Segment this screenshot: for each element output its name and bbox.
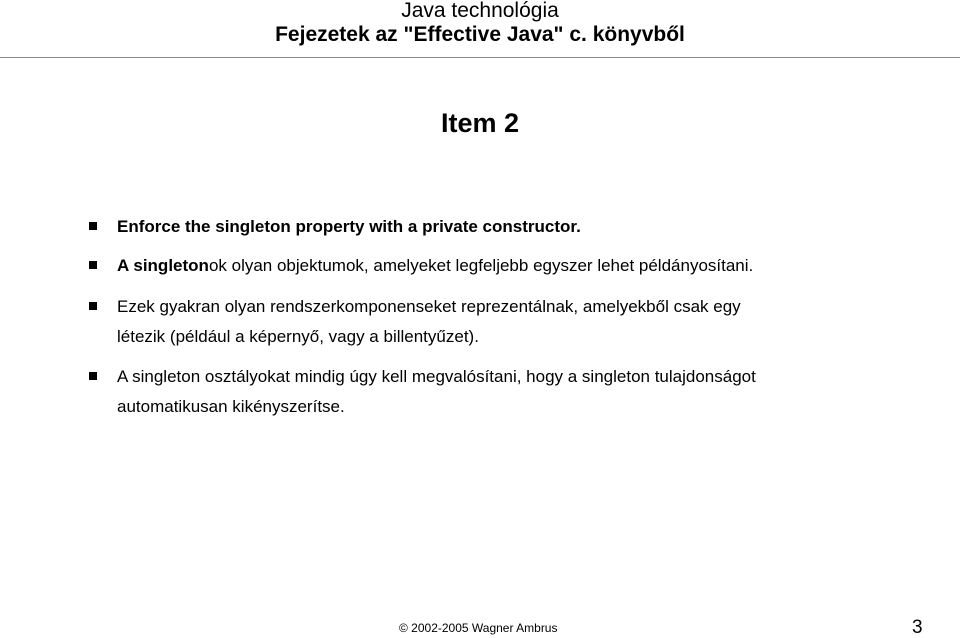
square-bullet-icon xyxy=(89,222,97,230)
bullet-text-bold: A singleton xyxy=(117,256,209,275)
bullet-text-line1: A singleton osztályokat mindig úgy kell megvalósítani, hogy a singleton tulajdonságot xyxy=(117,367,756,386)
slide-header xyxy=(0,0,960,58)
bullet-text-line2: automatikusan kikényszerítse. xyxy=(117,397,345,416)
footer-copyright: © 2002-2005 Wagner Ambrus xyxy=(399,621,558,635)
square-bullet-icon xyxy=(89,261,97,269)
page-number: 3 xyxy=(912,617,923,638)
header-book-title: Fejezetek az "Effective Java" c. könyvből xyxy=(275,23,685,46)
bullet-text xyxy=(117,251,897,280)
bullet-text-rest: ok olyan objektumok, amelyeket legfeljebb egyszer lehet példányosítani. xyxy=(208,256,754,275)
slide-title: Item 2 xyxy=(440,108,520,138)
header-course-title: Java technológia xyxy=(401,0,559,22)
square-bullet-icon xyxy=(89,302,97,310)
bullet-text: Enforce the singleton property with a private constructor. xyxy=(117,217,581,236)
square-bullet-icon xyxy=(89,372,97,380)
header-divider xyxy=(0,57,960,58)
bullet-text-line2: létezik (például a képernyő, vagy a billentyűzet). xyxy=(117,327,479,346)
bullet-text-line1: Ezek gyakran olyan rendszerkomponenseket reprezentálnak, amelyekből csak egy xyxy=(117,297,741,316)
